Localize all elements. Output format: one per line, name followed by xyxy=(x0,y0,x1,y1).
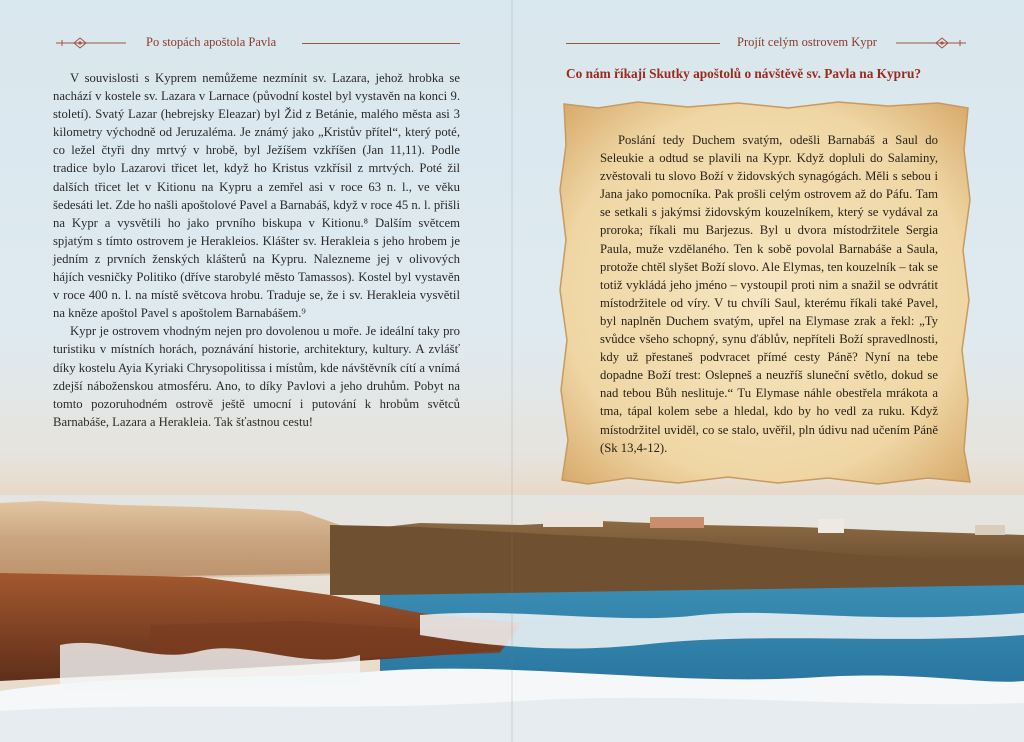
right-section-heading: Co nám říkají Skutky apoštolů o návštěvě sv. Pavla na Kypru? xyxy=(566,66,922,81)
left-running-head xyxy=(56,34,460,52)
left-head-rule xyxy=(302,43,460,44)
page-gutter xyxy=(511,0,513,742)
ornament-right-icon xyxy=(896,37,966,49)
left-paragraph-1: V souvislosti s Kyprem nemůžeme nezmínit sv. Lazara, jehož hrobka se nachází v kostele sv. Lazara v Larnace (původní kostel byl vystavěn na konci 9. století). Svatý Lazar (hebrejsky Eleazar) byl Žid z Betánie, malého města asi 3 kilometry východně od Jeruzaléma. Je známý jako „Kristův přítel“, který poté, co ležel čtyři dny mrtvý v hrobě, byl Ježíšem vzkříšen (Jan 11,11). Podle tradice bylo Lazarovi třicet let, když ho Kristus vzkřísil z mrtvých. Poté žil dalších třicet let v Kitionu na Kypru a zemřel asi v roce 63 n. l., ve věku šedesáti let. Zde ho našli apoštolové Pavel a Barnabáš, když v roce 45 n. l. přišli na Kypr a vysvětili ho jako prvního biskupa v Kitionu.⁸ Dalším světcem spjatým s tímto ostrovem je Herakleios. Klášter sv. Herakleia s jeho hrobem je jedním z prvních ženských klášterů na Kypru. Nalezneme jej v olivových hájích vesničky Politiko (dříve starobylé město Tamassos). Kostel byl vystavěn v roce 400 n. l. na místě světcova hrobu. Traduje se, že i sv. Herakleia vysvětil na kněze apoštol Pavel s apoštolem Barnabášem.⁹ xyxy=(53,71,460,321)
parchment-quote xyxy=(600,131,938,457)
ornament-left-icon xyxy=(56,37,126,49)
left-running-head-text: Po stopách apoštola Pavla xyxy=(146,35,277,49)
left-paragraph-2: Kypr je ostrovem vhodným nejen pro dovolenou u moře. Je ideální taky pro turistiku v místních horách, poznávání historie, architektury, kultury. A zvlášť díky kostelu Ayia Kyriaki Chrysopolitissa i místům, kde návštěvník cítí a vnímá zdejší náboženskou atmosféru. Ano, to díky Pavlovi a jeho druhům. Pobyt na tomto pozoruhodném ostrově ještě umocní i putování k hrobům světců Barnabáše, Lazara a Herakleia. Tak šťastnou cestu! xyxy=(53,324,460,429)
right-running-head xyxy=(566,34,970,52)
scripture-quote-text: Poslání tedy Duchem svatým, odešli Barnabáš a Saul do Seleukie a odtud se plavili na Kypr. Když dopluli do Salaminy, zvěstovali tu slovo Boží v židovských synagógách. Měli s sebou i Jana jako pomocníka. Pak prošli celým ostrovem až do Páfu. Tam se setkali s jakýmsi židovským kouzelníkem, který se vydával za proroka; říkali mu Barjezus. Byl u dvora místodržitele Sergia Paula, muže vzdělaného. Ten k sobě povolal Barnabáše a Saula, protože chtěl slyšet Boží slovo. Ale Elymas, ten kouzelník – tak se totiž vykládá jeho jméno – vystoupil proti nim a snažil se odvrátit místodržitele od víry. V tu chvíli Saul, kterému říkali také Pavel, byl naplněn Duchem svatým, upřel na Elymase zrak a řekl: „Ty svůdce všeho schopný, synu ďáblův, nepříteli Boží spravedlnosti, kdy už přestaneš podvracet přímé cesty Páně? Nyní na tebe dopadne Boží trest: Oslepneš a neuzříš sluneční světlo, dokud se nad tebou Bůh neslituje.“ Tu Elymase náhle obestřela mrákota a tma, tápal kolem sebe a hledal, kdo by ho vedl za ruku. Když místodržitel uviděl, co se stalo, uvěřil, pln údivu nad učením Páně (Sk 13,4-12). xyxy=(600,133,938,455)
right-running-head-text: Projít celým ostrovem Kypr xyxy=(737,35,877,49)
left-body-text xyxy=(53,69,460,431)
right-head-rule xyxy=(566,43,720,44)
